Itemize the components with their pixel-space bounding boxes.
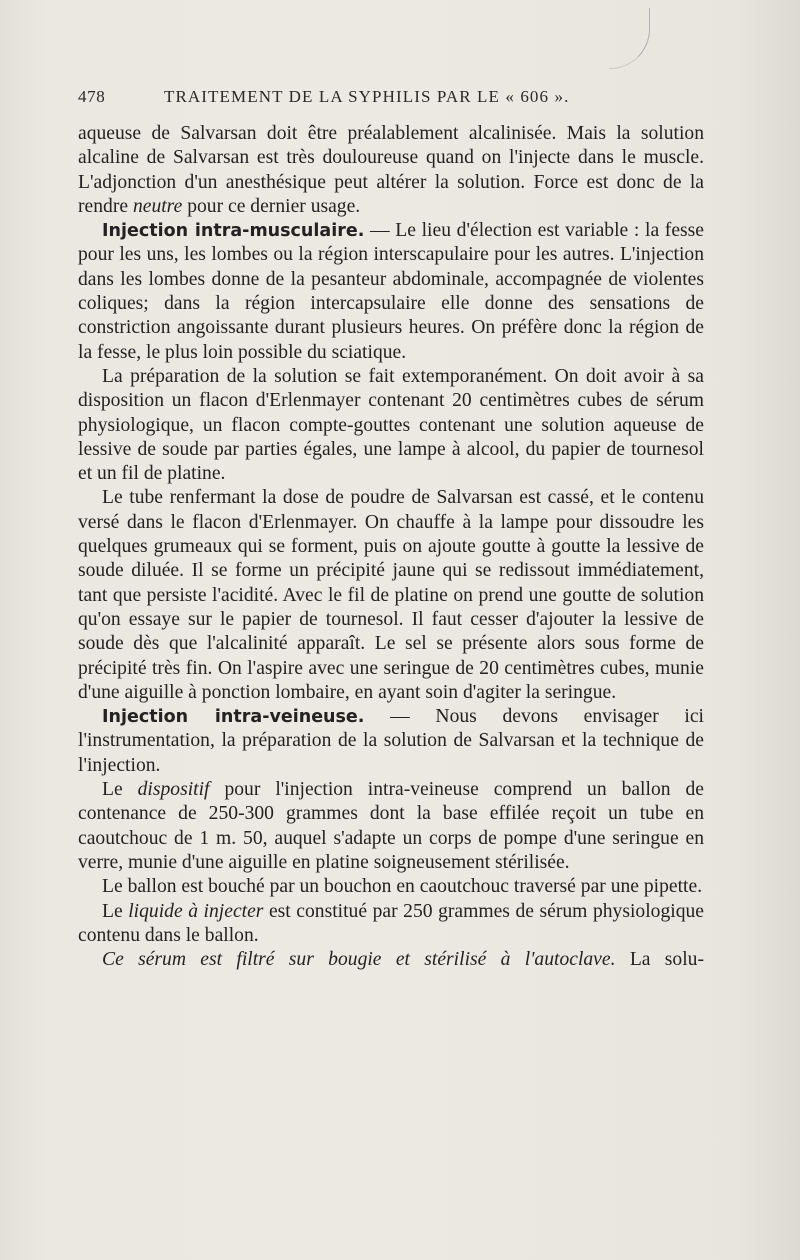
paragraph-9-italic: Ce sérum est filtré sur bougie et stérilisé à l'autoclave. [102,949,616,971]
paragraph-2 [78,219,704,365]
paragraph-6-italic: dispositif [137,779,210,801]
section-heading-intramuscular: Injection intra-musculaire. [102,221,365,242]
running-title: TRAITEMENT DE LA SYPHILIS PAR LE « 606 ». [164,87,570,106]
paragraph-9 [78,948,704,972]
paragraph-3 [78,365,704,486]
paragraph-5-text: — Nous devons envisager ici l'instrumentation, la préparation de la solution de Salvarsan et la technique de l'injection. [78,706,704,776]
paragraph-5 [78,705,704,778]
paragraph-2-text: — Le lieu d'élection est variable : la fesse pour les uns, les lombes ou la région interscapulaire pour les autres. L'injection dans les lombes donne de la pesanteur abdominale, accompagnée de violentes coliques; dans la région intercapsulaire elle donne des sensations de constriction angoissante durant plusieurs heures. On préfère donc la région de la fesse, le plus loin possible du sciatique. [78,220,704,363]
paragraph-8-italic: liquide à injecter [128,900,264,922]
paragraph-8-lead: Le [102,900,123,922]
paragraph-4 [78,486,704,705]
body-text [78,122,704,972]
paragraph-7 [78,875,704,899]
paragraph-1-text: aqueuse de Salvarsan doit être préalablement alcalinisée. Mais la solution alcaline de Salvarsan est très douloureuse quand on l'injecte dans le muscle. L'adjonction d'un anesthésique peut altérer la solution. Force est donc de la rendre [78,123,704,217]
paragraph-9-text: La solu- [629,949,704,971]
running-header [78,87,698,113]
paragraph-8 [78,900,704,949]
paragraph-1-tail: pour ce dernier usage. [187,195,361,217]
paragraph-6-text: pour l'injection intra-veineuse comprend un ballon de contenance de 250-300 grammes dont la base effilée reçoit un tube en caoutchouc de 1 m. 50, auquel s'adapte un corps de pompe d'une seringue en verre, munie d'une aiguille en platine soigneusement stérilisée. [78,779,704,873]
paragraph-3-text: La préparation de la solution se fait extemporanément. On doit avoir à sa disposition un flacon d'Erlenmayer contenant 20 centimètres cubes de sérum physiologique, un flacon compte-gouttes contenant une solution aqueuse de lessive de soude par parties égales, une lampe à alcool, du papier de tournesol et un fil de platine. [78,365,704,485]
paragraph-4-text: Le tube renfermant la dose de poudre de Salvarsan est cassé, et le contenu versé dans le flacon d'Erlenmayer. On chauffe à la lampe pour dissoudre les quelques grumeaux qui se forment, puis on ajoute goutte à goutte la lessive de soude diluée. Il se forme un précipité jaune qui se redissout immédiatement, tant que persiste l'acidité. Avec le fil de platine on prend une goutte de solution qu'on essaye sur le papier de tournesol. Il faut cesser d'ajouter la lessive de soude dès que l'alcalinité apparaît. Le sel se présente alors sous forme de précipité très fin. On l'aspire avec une seringue de 20 centimètres cubes, munie d'une aiguille à ponction lombaire, en ayant soin d'agiter la seringue. [78,487,704,703]
paragraph-7-text: Le ballon est bouché par un bouchon en caoutchouc traversé par une pipette. [102,876,703,898]
paragraph-6-lead: Le [102,779,123,801]
section-heading-intravenous: Injection intra-veineuse. [102,707,365,728]
paragraph-1 [78,122,704,219]
paragraph-6 [78,778,704,875]
ink-smudge [609,8,650,69]
paragraph-1-italic: neutre [132,195,183,217]
paragraph-8-text: est constitué par 250 grammes de sérum physiologique contenu dans le ballon. [78,900,704,946]
page-number: 478 [78,87,106,106]
